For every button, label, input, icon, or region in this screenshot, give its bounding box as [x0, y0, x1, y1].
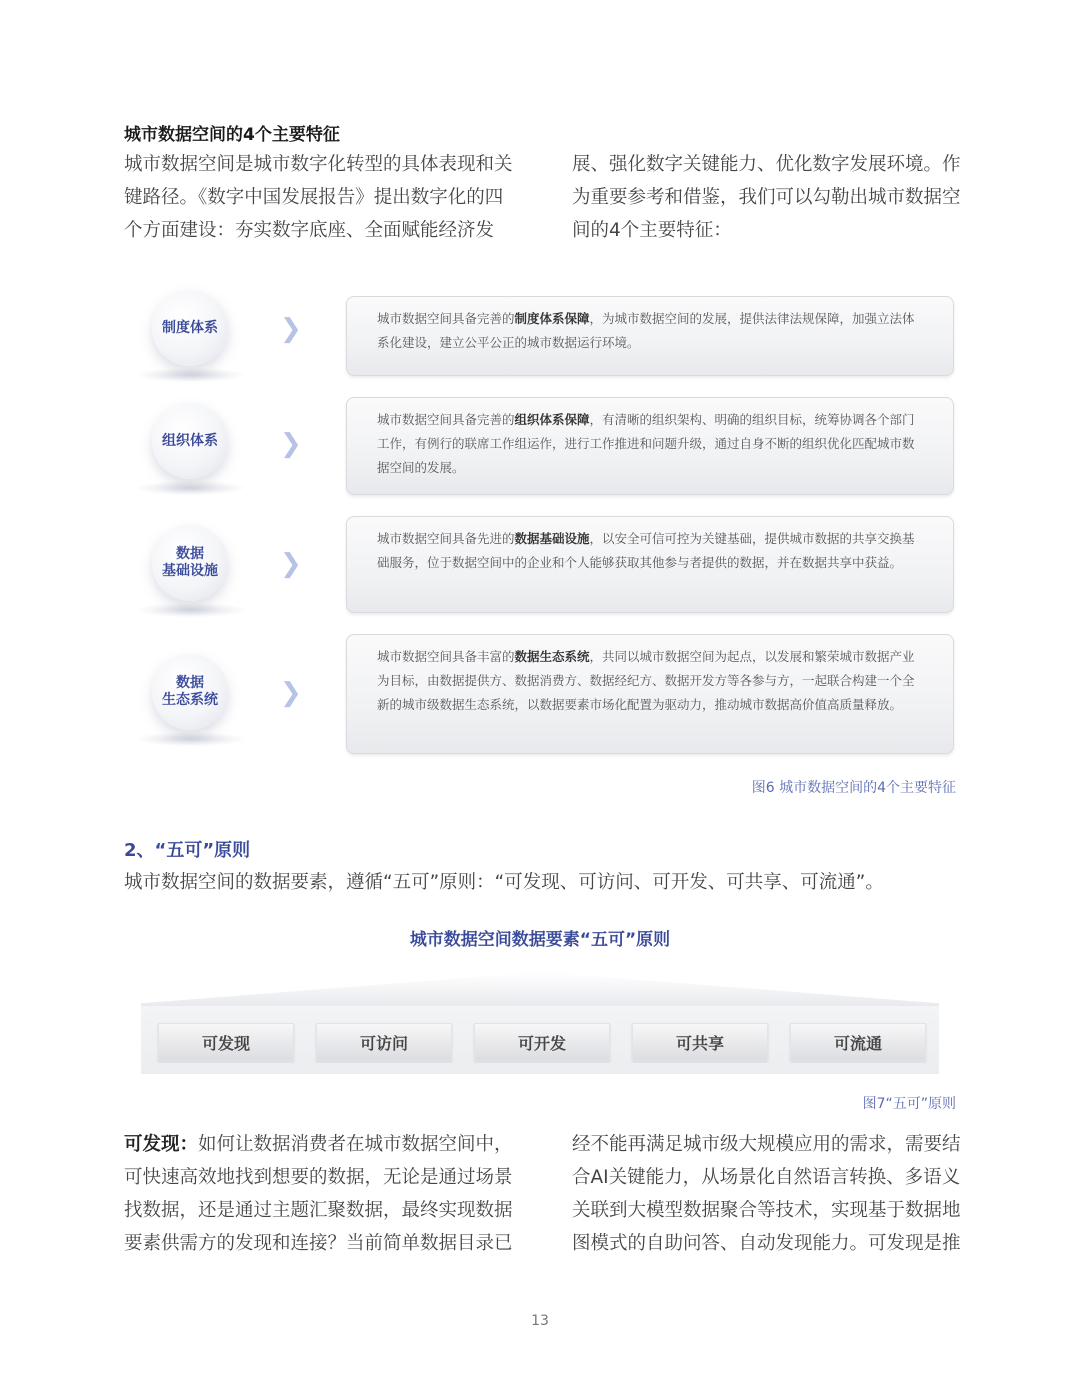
discover-first-line: 可发现：如何让数据消费者在城市数据空间中，	[124, 1134, 513, 1155]
principle-shareable: 可共享	[632, 1023, 768, 1061]
feature-row-ecosystem	[130, 649, 960, 774]
feature-row-infrastructure	[130, 525, 960, 645]
feature-bubble	[130, 525, 250, 635]
section-title: 城市数据空间的4个主要特征	[124, 125, 340, 145]
principle-discoverable: 可发现	[158, 1023, 294, 1061]
bubble-shadow	[138, 603, 244, 617]
principle-intro: 城市数据空间的数据要素，遵循“五可”原则：“可发现、可访问、可开发、可共享、可流通”。	[124, 872, 884, 893]
feature-label: 制度体系	[152, 290, 228, 366]
chevron-right-icon: ❯	[280, 549, 302, 579]
feature-keyword: 数据基础设施	[514, 531, 590, 546]
intro-right-line: 展、强化数字关键能力、优化数字发展环境。作	[572, 154, 961, 175]
feature-label: 数据 生态系统	[152, 654, 228, 730]
discover-right-line: 经不能再满足城市级大规模应用的需求，需要结	[572, 1134, 961, 1155]
discover-right-line: 图模式的自助问答、自动发现能力。可发现是推	[572, 1233, 961, 1254]
feature-bubble	[130, 290, 250, 400]
intro-left-column	[124, 148, 514, 247]
feature-label: 数据 基础设施	[152, 525, 228, 601]
feature-keyword: 组织体系保障	[514, 412, 590, 427]
chevron-right-icon: ❯	[280, 429, 302, 459]
intro-right-line: 间的4个主要特征：	[572, 220, 732, 241]
feature-description-box: 城市数据空间具备先进的数据基础设施，以安全可信可控为关键基础，提供城市数据的共享交换基础服务，位于数据空间中的企业和个人能够获取其他参与者提供的数据，并在数据共享中获益。	[346, 516, 954, 613]
intro-left-line: 键路径。《数字中国发展报告》提出数字化的四	[124, 187, 504, 208]
intro-right-column	[572, 148, 962, 247]
intro-left-line: 城市数据空间是城市数字化转型的具体表现和关	[124, 154, 513, 175]
feature-description-box: 城市数据空间具备完善的制度体系保障，为城市数据空间的发展，提供法律法规保障，加强立法体系化建设，建立公平公正的城市数据运行环境。	[346, 296, 954, 376]
diagram-title: 城市数据空间数据要素“五可”原则	[409, 930, 671, 950]
principle-accessible: 可访问	[316, 1023, 452, 1061]
figure-7-caption: 图7“五可”原则	[862, 1096, 956, 1112]
page-number: 13	[531, 1313, 549, 1329]
chevron-right-icon: ❯	[280, 314, 302, 344]
discover-left-line: 找数据，还是通过主题汇聚数据，最终实现数据	[124, 1200, 513, 1221]
discover-left-line: 要素供需方的发现和连接？当前简单数据目录已	[124, 1233, 513, 1254]
intro-right-line: 为重要参考和借鉴，我们可以勾勒出城市数据空	[572, 187, 961, 208]
feature-description-box: 城市数据空间具备丰富的数据生态系统，共同以城市数据空间为起点，以发展和繁荣城市数据产业为目标，由数据提供方、数据消费方、数据经纪方、数据开发方等各参与方，一起联合构建一个全新的城市级数据生态系统，以数据要素市场化配置为驱动力，推动城市数据高价值高质量释放。	[346, 634, 954, 754]
bubble-shadow	[138, 368, 244, 382]
feature-keyword: 数据生态系统	[514, 649, 590, 664]
discover-term: 可发现：	[124, 1134, 199, 1155]
feature-bubble	[130, 403, 250, 513]
feature-bubble	[130, 654, 250, 764]
chevron-right-icon: ❯	[280, 678, 302, 708]
discover-right-line: 合AI关键能力，从场景化自然语言转换、多语义	[572, 1167, 961, 1188]
bubble-shadow	[138, 481, 244, 495]
feature-row-institution	[130, 290, 960, 410]
feature-keyword: 制度体系保障	[514, 311, 590, 326]
feature-description-box: 城市数据空间具备完善的组织体系保障，有清晰的组织架构、明确的组织目标，统筹协调各个部门工作，有例行的联席工作组运作，进行工作推进和问题升级，通过自身不断的组织优化匹配城市数据空间的发展。	[346, 397, 954, 495]
discover-left-line: 可快速高效地找到想要的数据，无论是通过场景	[124, 1167, 513, 1188]
discover-left-column	[124, 1128, 514, 1260]
figure-6-caption: 图6 城市数据空间的4个主要特征	[751, 780, 956, 796]
bubble-shadow	[138, 732, 244, 746]
principle-circulable: 可流通	[790, 1023, 926, 1061]
principle-developable: 可开发	[474, 1023, 610, 1061]
feature-row-organization	[130, 403, 960, 523]
diagram-roof	[141, 972, 939, 1006]
discover-right-column	[572, 1128, 962, 1260]
principle-heading: 2、“五可”原则	[124, 840, 251, 861]
feature-label: 组织体系	[152, 403, 228, 479]
intro-left-line: 个方面建设：夯实数字底座、全面赋能经济发	[124, 220, 495, 241]
discover-right-line: 关联到大模型数据聚合等技术，实现基于数据地	[572, 1200, 961, 1221]
